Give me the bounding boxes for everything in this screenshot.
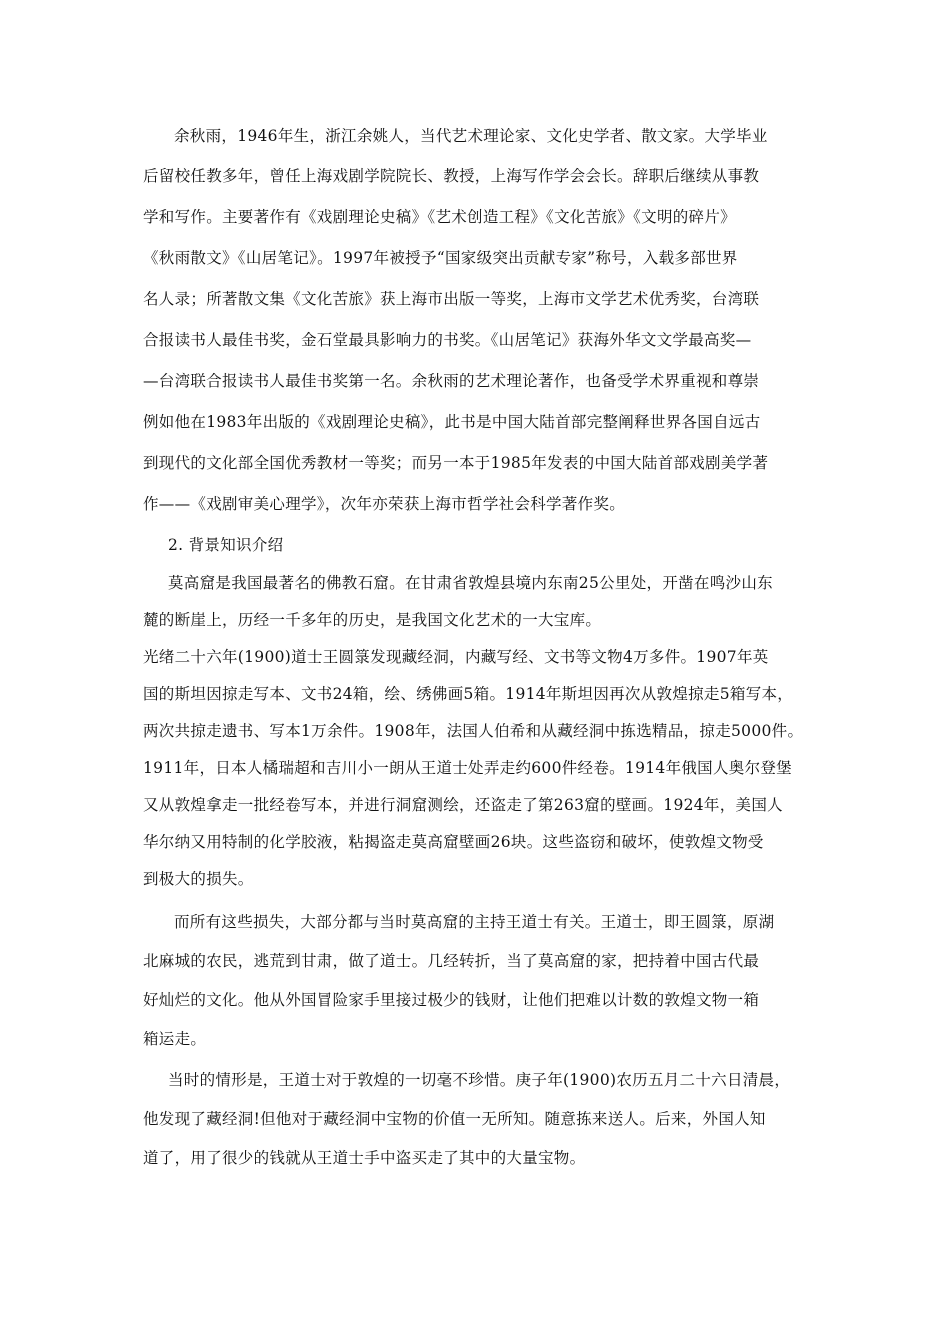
text-line: 道了，用了很少的钱就从王道士手中盗买走了其中的大量宝物。 bbox=[143, 1149, 586, 1167]
text-line: 好灿烂的文化。他从外国冒险家手里接过极少的钱财，让他们把难以计数的敦煌文物一箱 bbox=[143, 991, 760, 1009]
text-line: 1911年，日本人橘瑞超和吉川小一朗从王道士处弄走约600件经卷。1914年俄国人奥尔登堡 bbox=[143, 759, 792, 777]
text-line: 名人录；所著散文集《文化苦旅》获上海市出版一等奖，上海市文学艺术优秀奖，台湾联 bbox=[143, 290, 760, 308]
text-line: 又从敦煌拿走一批经卷写本，并进行洞窟测绘，还盗走了第263窟的壁画。1924年，美国人 bbox=[143, 796, 783, 814]
text-line: 当时的情形是，王道士对于敦煌的一切毫不珍惜。庚子年(1900)农历五月二十六日清晨， bbox=[168, 1071, 791, 1089]
text-line: 到现代的文化部全国优秀教材一等奖；而另一本于1985年发表的中国大陆首部戏剧美学著 bbox=[143, 454, 769, 472]
text-line: 光绪二十六年(1900)道士王圆箓发现藏经洞，内藏写经、文书等文物4万多件。1907年英 bbox=[143, 648, 769, 666]
text-line: 他发现了藏经洞!但他对于藏经洞中宝物的价值一无所知。随意拣来送人。后来，外国人知 bbox=[143, 1110, 766, 1128]
text-line: 合报读书人最佳书奖，金石堂最具影响力的书奖。《山居笔记》获海外华文文学最高奖— bbox=[143, 331, 752, 349]
text-line: 《秋雨散文》《山居笔记》。1997年被授予“国家级突出贡献专家”称号，入载多部世界 bbox=[143, 249, 738, 267]
text-line: 两次共掠走遗书、写本1万余件。1908年，法国人伯希和从藏经洞中拣选精品，掠走5000件。 bbox=[143, 722, 804, 740]
text-line: 箱运走。 bbox=[143, 1030, 207, 1048]
text-line: 北麻城的农民，逃荒到甘肃，做了道士。几经转折，当了莫高窟的家，把持着中国古代最 bbox=[143, 952, 760, 970]
text-line: 到极大的损失。 bbox=[143, 870, 254, 888]
text-line: 而所有这些损失，大部分都与当时莫高窟的主持王道士有关。王道士，即王圆箓，原湖 bbox=[174, 913, 775, 931]
text-line: 例如他在1983年出版的《戏剧理论史稿》，此书是中国大陆首部完整阐释世界各国自远古 bbox=[143, 413, 761, 431]
text-line: 麓的断崖上，历经一千多年的历史，是我国文化艺术的一大宝库。 bbox=[143, 611, 602, 629]
section-heading: 2. 背景知识介绍 bbox=[168, 536, 284, 554]
text-line: —台湾联合报读书人最佳书奖第一名。余秋雨的艺术理论著作，也备受学术界重视和尊崇 bbox=[143, 372, 760, 390]
text-line: 国的斯坦因掠走写本、文书24箱，绘、绣佛画5箱。1914年斯坦因再次从敦煌掠走5箱写本， bbox=[143, 685, 794, 703]
text-line: 余秋雨，1946年生，浙江余姚人，当代艺术理论家、文化史学者、散文家。大学毕业 bbox=[174, 127, 768, 145]
text-line: 莫高窟是我国最著名的佛教石窟。在甘肃省敦煌县境内东南25公里处，开凿在鸣沙山东 bbox=[168, 574, 773, 592]
text-line: 学和写作。主要著作有《戏剧理论史稿》《艺术创造工程》《文化苦旅》《文明的碎片》 bbox=[143, 208, 736, 226]
text-line: 华尔纳又用特制的化学胶液，粘揭盗走莫高窟壁画26块。这些盗窃和破坏，使敦煌文物受 bbox=[143, 833, 764, 851]
text-line: 作——《戏剧审美心理学》，次年亦荣获上海市哲学社会科学著作奖。 bbox=[143, 495, 626, 513]
text-line: 后留校任教多年，曾任上海戏剧学院院长、教授，上海写作学会会长。辞职后继续从事教 bbox=[143, 167, 760, 185]
